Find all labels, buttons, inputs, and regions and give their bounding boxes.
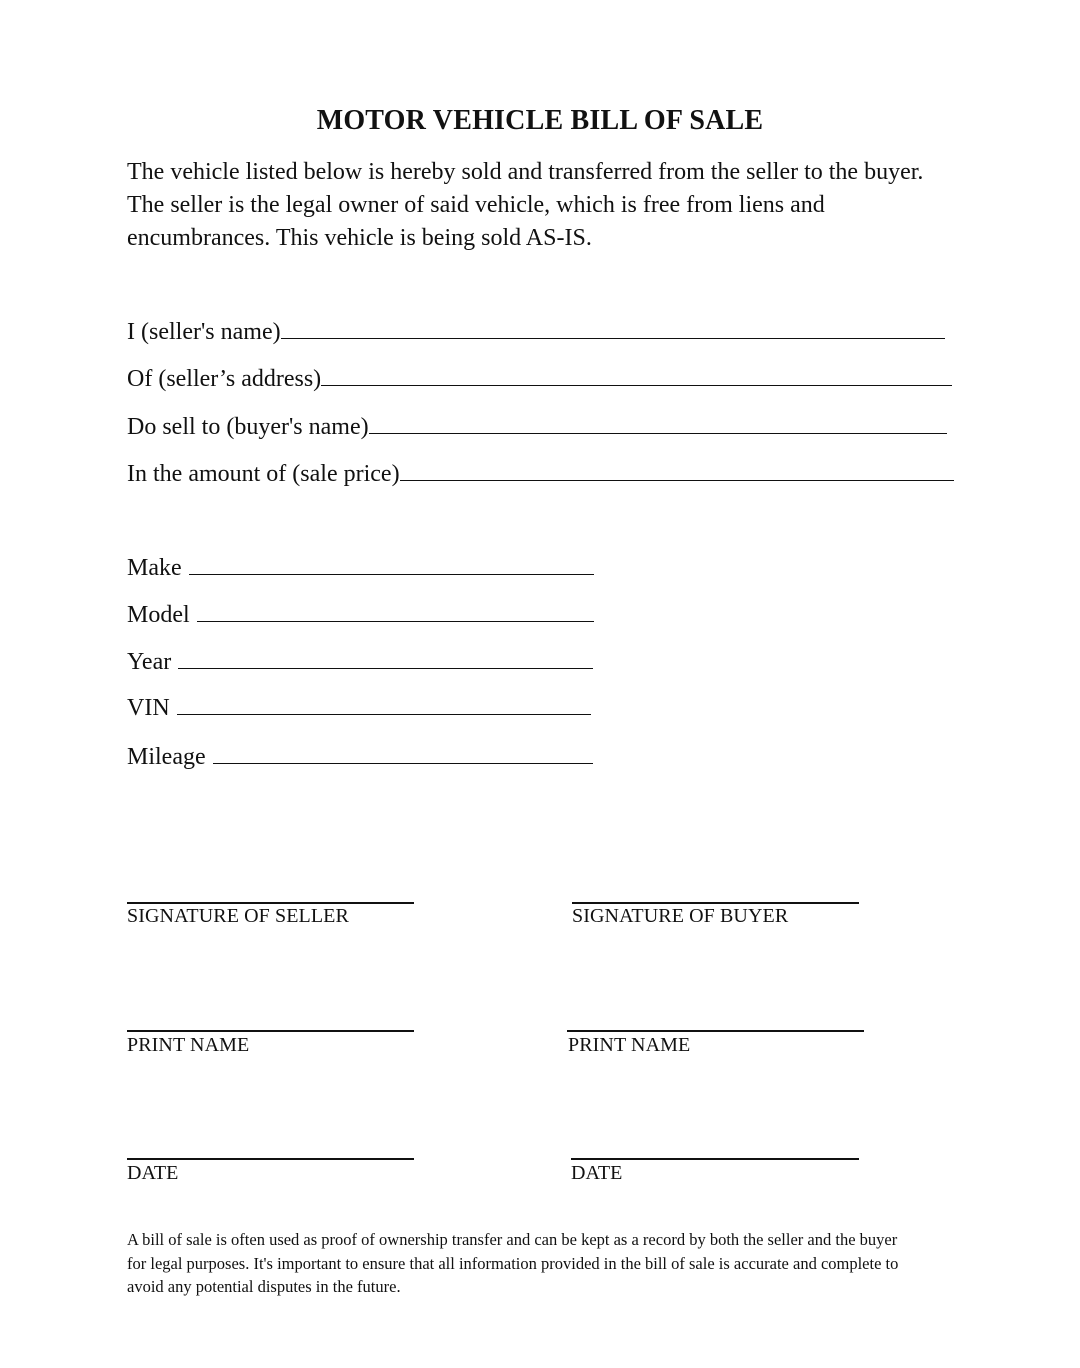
intro-line: The seller is the legal owner of said vehicle, which is free from liens and [127,192,825,218]
intro-line: encumbrances. This vehicle is being sold AS-IS. [127,225,592,251]
vin-field[interactable] [127,692,591,722]
mileage-field[interactable] [127,741,593,771]
intro-paragraph [127,156,1027,255]
seller-name-blank[interactable] [281,316,945,339]
sale-price-label: In the amount of (sale price) [127,461,400,487]
buyer-date-line[interactable] [571,1158,859,1160]
footnote-line: avoid any potential disputes in the future. [127,1277,401,1296]
seller-date-label: DATE [127,1162,179,1184]
year-label: Year [127,649,172,675]
sale-price-field[interactable] [127,458,954,488]
make-blank[interactable] [189,552,594,575]
seller-print-name-label: PRINT NAME [127,1034,250,1056]
buyer-print-name-line[interactable] [567,1030,864,1032]
sale-price-blank[interactable] [400,458,954,481]
year-field[interactable] [127,646,593,676]
seller-name-label: I (seller's name) [127,319,281,345]
seller-signature-label: SIGNATURE OF SELLER [127,905,349,927]
seller-print-name-line[interactable] [127,1030,414,1032]
footnote-line: for legal purposes. It's important to ensure that all information provided in the bill of sale is accurate and complete to [127,1253,899,1273]
footnote [127,1228,957,1299]
make-label: Make [127,555,182,581]
vin-blank[interactable] [177,692,591,715]
mileage-label: Mileage [127,744,206,770]
buyer-signature-line[interactable] [572,902,859,904]
seller-address-blank[interactable] [321,363,952,386]
buyer-print-name-label: PRINT NAME [568,1034,691,1056]
seller-name-field[interactable] [127,316,945,346]
year-blank[interactable] [178,646,593,669]
intro-line: The vehicle listed below is hereby sold and transferred from the seller to the buyer. [127,159,924,185]
make-field[interactable] [127,552,594,582]
document-title: MOTOR VEHICLE BILL OF SALE [316,105,764,136]
buyer-date-label: DATE [571,1162,623,1184]
buyer-signature-label: SIGNATURE OF BUYER [572,905,789,927]
model-label: Model [127,602,190,628]
seller-address-label: Of (seller’s address) [127,366,322,392]
buyer-name-label: Do sell to (buyer's name) [127,414,369,440]
seller-signature-line[interactable] [127,902,414,904]
footnote-line: A bill of sale is often used as proof of ownership transfer and can be kept as a record by both the seller and the buyer [127,1230,898,1249]
model-blank[interactable] [197,599,594,622]
seller-address-field[interactable] [127,363,952,393]
vin-label: VIN [127,695,170,721]
model-field[interactable] [127,599,594,629]
buyer-name-blank[interactable] [369,411,947,434]
seller-date-line[interactable] [127,1158,414,1160]
mileage-blank[interactable] [213,741,593,764]
buyer-name-field[interactable] [127,411,947,441]
